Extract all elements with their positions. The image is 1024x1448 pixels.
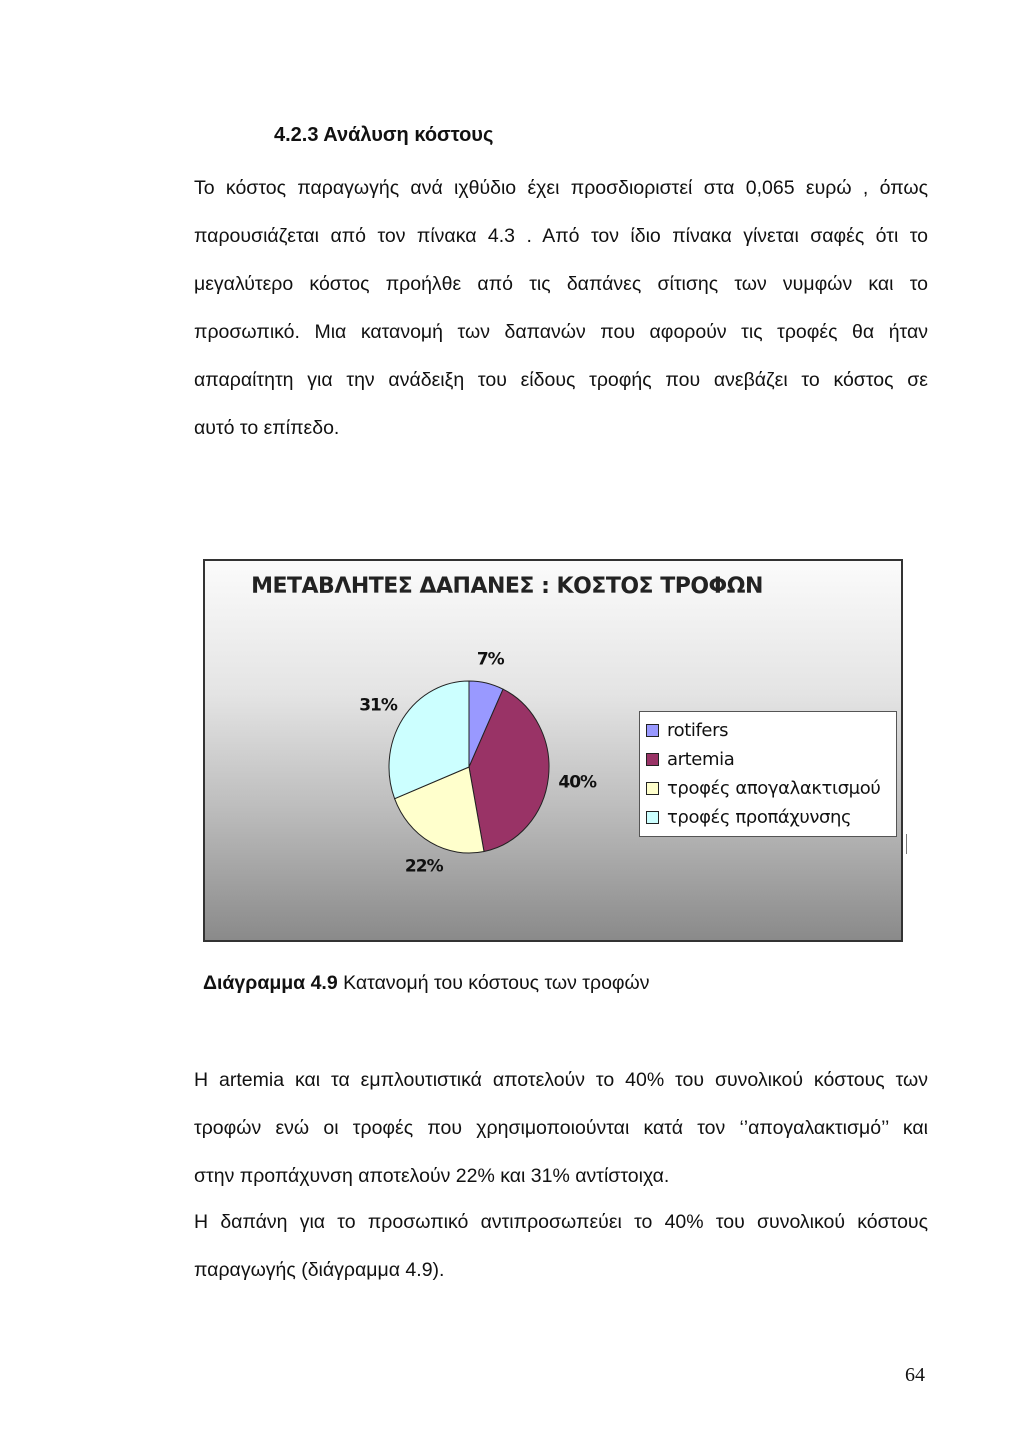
section-heading: 4.2.3 Ανάλυση κόστους (274, 124, 494, 146)
legend-item-pregrowing-feed (646, 803, 890, 832)
pie-chart-frame (203, 559, 903, 942)
text-line: στην προπάχυνση αποτελούν 22% και 31% αντίστοιχα. (194, 1165, 670, 1187)
text-line: απαραίτητη για την ανάδειξη του είδους τροφής που ανεβάζει το κόστος σε (194, 369, 928, 391)
paragraph-artemia-share (194, 1056, 928, 1200)
legend-swatch (646, 782, 659, 795)
legend-swatch (646, 753, 659, 766)
chart-legend (639, 711, 897, 837)
pie-data-label-0: 7% (476, 649, 504, 670)
text-line: προσωπικό. Μια κατανομή των δαπανών που αφορούν τις τροφές θα ήταν (194, 321, 928, 343)
paragraph-personnel-cost (194, 1198, 928, 1294)
caption-text: Κατανομή του κόστους των τροφών (337, 972, 650, 994)
legend-item-rotifers (646, 716, 890, 745)
pie-data-label-3: 31% (359, 695, 397, 716)
legend-item-weaning-feed (646, 774, 890, 803)
text-line: Η artemia και τα εμπλουτιστικά αποτελούν το 40% του συνολικού κόστους των (194, 1069, 928, 1091)
text-line: μεγαλύτερο κόστος προήλθε από τις δαπάνες σίτισης των νυμφών και το (194, 273, 928, 295)
legend-label: τροφές απογαλακτισμού (667, 778, 881, 799)
pie-data-label-2: 22% (404, 856, 443, 877)
text-line: παραγωγής (διάγραμμα 4.9). (194, 1259, 445, 1281)
legend-label: τροφές προπάχυνσης (667, 807, 852, 828)
legend-swatch (646, 811, 659, 824)
caption-label: Διάγραμμα 4.9 (203, 972, 338, 994)
legend-label: rotifers (667, 720, 729, 741)
edge-mark (906, 834, 907, 854)
text-line: Το κόστος παραγωγής ανά ιχθύδιο έχει προσδιοριστεί στα 0,065 ευρώ , όπως (194, 177, 928, 199)
text-line: Η δαπάνη για το προσωπικό αντιπροσωπεύει το 40% του συνολικού κόστους (194, 1211, 928, 1233)
chart-title: ΜΕΤΑΒΛΗΤΕΣ ΔΑΠΑΝΕΣ : ΚΟΣΤΟΣ ΤΡΟΦΩΝ (251, 574, 763, 599)
text-line: παρουσιάζεται από τον πίνακα 4.3 . Από τον ίδιο πίνακα γίνεται σαφές ότι το (194, 225, 928, 247)
legend-swatch (646, 724, 659, 737)
pie-data-label-1: 40% (558, 772, 597, 793)
figure-caption (203, 972, 650, 995)
page-number: 64 (905, 1364, 925, 1386)
legend-item-artemia (646, 745, 890, 774)
text-line: αυτό το επίπεδο. (194, 417, 340, 439)
paragraph-cost-intro (194, 164, 928, 452)
text-line: τροφών ενώ οι τροφές που χρησιμοποιούνται κατά τον ‘’απογαλακτισμό’’ και (194, 1117, 928, 1139)
legend-label: artemia (667, 749, 735, 770)
